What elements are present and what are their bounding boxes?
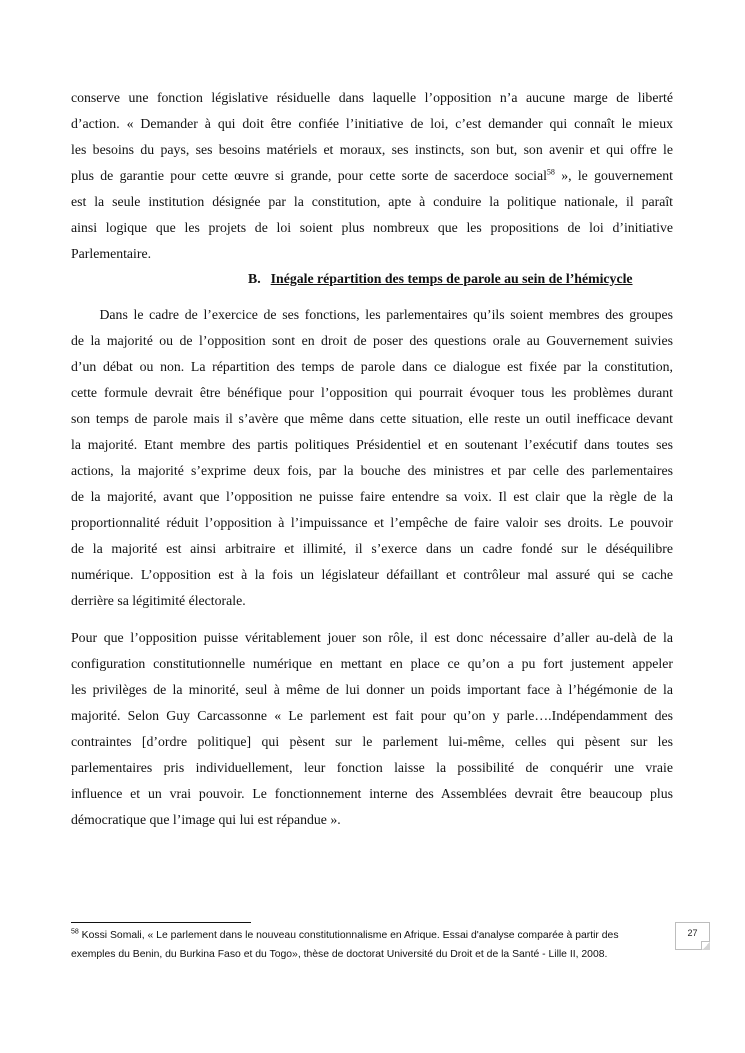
paragraph-1: [71, 85, 673, 267]
text-line: majorité. Selon Guy Carcassonne « Le parlement est fait pour qu’on y parle….Indépendamment des: [71, 708, 673, 723]
footnote-line: [71, 926, 671, 945]
text-line: de la majorité, avant que l’opposition ne puisse faire entendre sa voix. Il est clair que la règle de la: [71, 489, 673, 504]
footnote-separator: [71, 922, 251, 923]
text-line: d’action. « Demander à qui doit être confiée l’initiative de loi, c’est demander qui connaît le mieux: [71, 116, 673, 131]
footnote-text: Kossi Somali, « Le parlement dans le nouveau constitutionnalisme en Afrique. Essai d'analyse comparée à partir des: [78, 930, 619, 941]
text-line: parlementaires pris individuellement, leur fonction laisse la possibilité de conquérir une vraie: [71, 760, 673, 775]
text-line: est la seule institution désignée par la constitution, apte à conduire la politique nationale, il paraît: [71, 194, 673, 209]
page-curl-icon: [701, 941, 710, 950]
footnote: [71, 926, 671, 964]
text-line: Parlementaire.: [71, 246, 152, 261]
text-line: conserve une fonction législative résiduelle dans laquelle l’opposition n’a aucune marge de liberté: [71, 90, 673, 105]
paragraph-3: [71, 625, 673, 833]
text-line: de la majorité ou de l’opposition sont en droit de poser des questions orale au Gouvernement suivies: [71, 333, 673, 348]
text-line: son temps de parole mais il s’avère que même dans cette situation, elle reste un outil inefficace devant: [71, 411, 673, 426]
text-fragment: », le gouvernement: [554, 168, 674, 183]
text-line: les privilèges de la minorité, seul à même de lui donner un poids important face à l’hégémonie de la: [71, 682, 673, 697]
text-line: ainsi logique que les projets de loi soient plus nombreux que les propositions de loi d’initiative: [71, 220, 673, 235]
section-number: B.: [248, 271, 261, 286]
text-line: numérique. L’opposition est à la fois un législateur défaillant et contrôleur mal assuré qui se cache: [71, 567, 673, 582]
text-line: les besoins du pays, ses besoins matériels et moraux, ses instincts, son but, son avenir et qui offre le: [71, 142, 673, 157]
footnote-line: exemples du Benin, du Burkina Faso et du Togo», thèse de doctorat Université du Droit et de la Santé - Lille II, 2008.: [71, 949, 608, 960]
text-line: démocratique que l’image qui lui est répandue ».: [71, 812, 341, 827]
page-number: 27: [687, 928, 698, 938]
text-fragment: plus de garantie pour cette œuvre si grande, pour cette sorte de sacerdoce social: [71, 168, 547, 183]
text-line: derrière sa légitimité électorale.: [71, 593, 246, 608]
text-line: actions, la majorité s’exprime deux fois, par la bouche des ministres et par celle des parlementaires: [71, 463, 673, 478]
text-line: cette formule devrait être bénéfique pour l’opposition qui pourrait évoquer tous les problèmes durant: [71, 385, 673, 400]
page-number-box: [675, 922, 710, 950]
text-line: de la majorité est ainsi arbitraire et illimité, il s’exerce dans un cadre fondé sur le déséquilibre: [71, 541, 673, 556]
text-line: d’un débat ou non. La répartition des temps de parole dans ce dialogue est fixée par la constitution,: [71, 359, 673, 374]
section-heading: [248, 266, 678, 292]
text-line: configuration constitutionnelle numérique en mettant en place ce qu’on a pu fort justement appeler: [71, 656, 673, 671]
text-line: Pour que l’opposition puisse véritablement jouer son rôle, il est donc nécessaire d’aller au-delà de la: [71, 630, 673, 645]
text-line: contraintes [d’ordre politique] qui pèsent sur le parlement lui-même, celles qui pèsent sur les: [71, 734, 673, 749]
footnote-reference[interactable]: 58: [546, 167, 555, 177]
footnote-number: 58: [71, 928, 79, 936]
text-line: la majorité. Etant membre des partis politiques Présidentiel et en soutenant l’exécutif dans toutes ses: [71, 437, 673, 452]
text-line: proportionnalité réduit l’opposition à l’impuissance et l’empêche de faire valoir ses droits. Le pouvoir: [71, 515, 673, 530]
text-line: [71, 163, 673, 189]
text-line: influence et un vrai pouvoir. Le fonctionnement interne des Assemblées devrait être beaucoup plus: [71, 786, 673, 801]
section-title: Inégale répartition des temps de parole au sein de l’hémicycle: [270, 271, 633, 286]
paragraph-2: [71, 302, 673, 614]
text-line: Dans le cadre de l’exercice de ses fonctions, les parlementaires qu’ils soient membres des groupes: [71, 307, 673, 322]
